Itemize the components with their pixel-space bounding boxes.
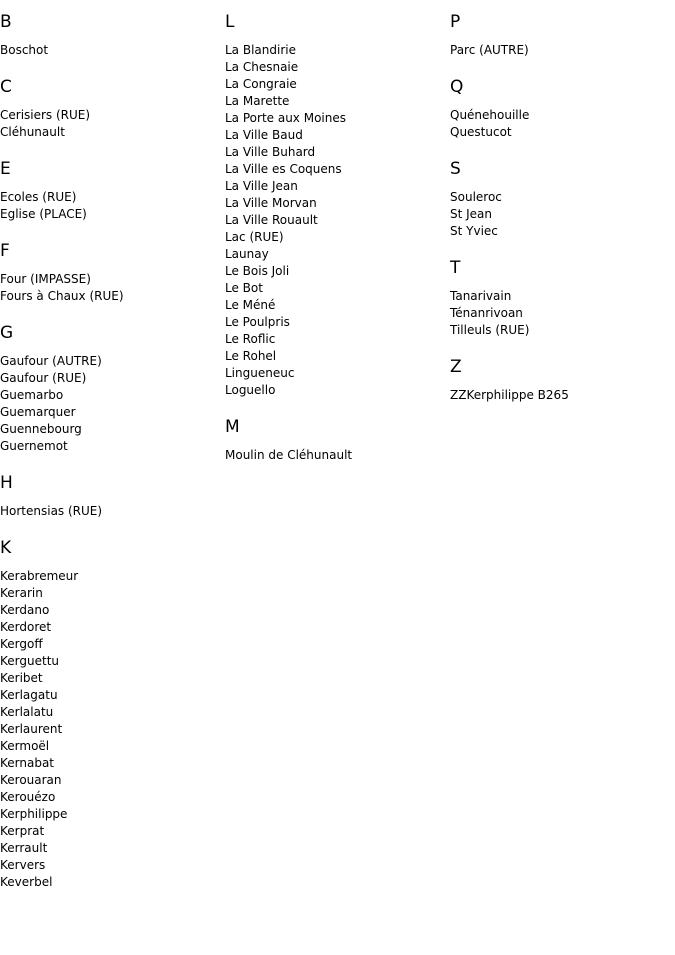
street-link-kerlaurent[interactable]: Kerlaurent xyxy=(0,722,63,736)
street-link-kergoff[interactable]: Kergoff xyxy=(0,637,43,651)
street-link-le-poulpris[interactable]: Le Poulpris xyxy=(225,315,290,329)
letter-group-g xyxy=(0,321,222,455)
street-link-la-congraie[interactable]: La Congraie xyxy=(225,77,297,91)
street-link-kerabremeur[interactable]: Kerabremeur xyxy=(0,569,79,583)
street-link-questucot[interactable]: Questucot xyxy=(450,125,512,139)
street-link-kerlalatu[interactable]: Kerlalatu xyxy=(0,705,54,719)
letter-heading-f: F xyxy=(0,241,10,261)
letter-group-l xyxy=(225,10,447,399)
street-link-boschot[interactable]: Boschot xyxy=(0,43,49,57)
letter-heading-b: B xyxy=(0,12,12,32)
street-list xyxy=(0,568,222,891)
letter-group-f xyxy=(0,239,222,305)
street-link-kerrault[interactable]: Kerrault xyxy=(0,841,48,855)
street-link-guemarquer[interactable]: Guemarquer xyxy=(0,405,76,419)
street-link-kerlagatu[interactable]: Kerlagatu xyxy=(0,688,58,702)
street-link-gaufour-autre[interactable]: Gaufour (AUTRE) xyxy=(0,354,102,368)
street-link-loguello[interactable]: Loguello xyxy=(225,383,276,397)
letter-group-z xyxy=(450,355,672,404)
street-link-kernabat[interactable]: Kernabat xyxy=(0,756,55,770)
street-link-kerdano[interactable]: Kerdano xyxy=(0,603,50,617)
street-link-kerarin[interactable]: Kerarin xyxy=(0,586,43,600)
letter-group-m xyxy=(225,415,447,464)
street-link-guennebourg[interactable]: Guennebourg xyxy=(0,422,82,436)
street-list xyxy=(450,387,672,404)
letter-group-s xyxy=(450,157,672,240)
street-link-eglise-place[interactable]: Eglise (PLACE) xyxy=(0,207,87,221)
letter-heading-t: T xyxy=(450,258,461,278)
street-link-lingueneuc[interactable]: Lingueneuc xyxy=(225,366,295,380)
street-link-cerisiers-rue[interactable]: Cerisiers (RUE) xyxy=(0,108,91,122)
street-link-gaufour-rue[interactable]: Gaufour (RUE) xyxy=(0,371,87,385)
letter-group-h xyxy=(0,471,222,520)
letter-heading-h: H xyxy=(0,473,13,493)
street-list xyxy=(0,503,222,520)
street-list xyxy=(450,288,672,339)
street-list xyxy=(0,107,222,141)
letter-heading-e: E xyxy=(0,159,11,179)
street-link-kermoel[interactable]: Kermoël xyxy=(0,739,50,753)
street-list xyxy=(225,42,447,399)
letter-heading-k: K xyxy=(0,538,12,558)
index-column-1 xyxy=(0,10,222,907)
street-link-le-roflic[interactable]: Le Roflic xyxy=(225,332,276,346)
street-link-zzkerphilippe-b265[interactable]: ZZKerphilippe B265 xyxy=(450,388,569,402)
street-link-st-yviec[interactable]: St Yviec xyxy=(450,224,498,238)
letter-group-t xyxy=(450,256,672,339)
letter-group-e xyxy=(0,157,222,223)
street-link-la-ville-es-coquens[interactable]: La Ville es Coquens xyxy=(225,162,342,176)
street-link-quenehouille[interactable]: Quénehouille xyxy=(450,108,530,122)
street-link-la-ville-baud[interactable]: La Ville Baud xyxy=(225,128,303,142)
letter-group-c xyxy=(0,75,222,141)
letter-heading-c: C xyxy=(0,77,12,97)
street-link-lac-rue[interactable]: Lac (RUE) xyxy=(225,230,284,244)
street-list xyxy=(0,42,222,59)
street-link-le-rohel[interactable]: Le Rohel xyxy=(225,349,277,363)
street-link-le-bot[interactable]: Le Bot xyxy=(225,281,263,295)
letter-group-b xyxy=(0,10,222,59)
street-link-guernemot[interactable]: Guernemot xyxy=(0,439,68,453)
street-link-clehunault[interactable]: Cléhunault xyxy=(0,125,65,139)
street-list xyxy=(450,42,672,59)
street-list xyxy=(0,189,222,223)
street-link-ecoles-rue[interactable]: Ecoles (RUE) xyxy=(0,190,77,204)
street-link-la-ville-jean[interactable]: La Ville Jean xyxy=(225,179,298,193)
street-link-la-ville-morvan[interactable]: La Ville Morvan xyxy=(225,196,317,210)
letter-group-p xyxy=(450,10,672,59)
street-link-kerphilippe[interactable]: Kerphilippe xyxy=(0,807,68,821)
index-column-3 xyxy=(450,10,672,420)
street-link-kerprat[interactable]: Kerprat xyxy=(0,824,45,838)
street-link-kerdoret[interactable]: Kerdoret xyxy=(0,620,52,634)
street-link-kerouezo[interactable]: Kerouézo xyxy=(0,790,56,804)
street-link-tenanrivoan[interactable]: Ténanrivoan xyxy=(450,306,523,320)
street-link-st-jean[interactable]: St Jean xyxy=(450,207,493,221)
index-column-2 xyxy=(225,10,447,480)
street-link-hortensias-rue[interactable]: Hortensias (RUE) xyxy=(0,504,103,518)
street-link-la-blandirie[interactable]: La Blandirie xyxy=(225,43,296,57)
street-link-keribet[interactable]: Keribet xyxy=(0,671,43,685)
street-list xyxy=(450,189,672,240)
street-link-la-ville-rouault[interactable]: La Ville Rouault xyxy=(225,213,318,227)
letter-group-q xyxy=(450,75,672,141)
street-link-la-chesnaie[interactable]: La Chesnaie xyxy=(225,60,299,74)
street-link-le-bois-joli[interactable]: Le Bois Joli xyxy=(225,264,290,278)
street-link-kerouaran[interactable]: Kerouaran xyxy=(0,773,62,787)
street-link-souleroc[interactable]: Souleroc xyxy=(450,190,502,204)
street-list xyxy=(0,271,222,305)
street-link-four-impasse[interactable]: Four (IMPASSE) xyxy=(0,272,91,286)
street-link-la-porte-aux-moines[interactable]: La Porte aux Moines xyxy=(225,111,346,125)
street-list xyxy=(0,353,222,455)
street-link-tanarivain[interactable]: Tanarivain xyxy=(450,289,512,303)
street-link-kerguettu[interactable]: Kerguettu xyxy=(0,654,59,668)
street-link-kervers[interactable]: Kervers xyxy=(0,858,46,872)
street-link-moulin-de-clehunault[interactable]: Moulin de Cléhunault xyxy=(225,448,353,462)
letter-group-k xyxy=(0,536,222,891)
letter-heading-s: S xyxy=(450,159,461,179)
letter-heading-g: G xyxy=(0,323,14,343)
street-link-fours-a-chaux-rue[interactable]: Fours à Chaux (RUE) xyxy=(0,289,124,303)
letter-heading-q: Q xyxy=(450,77,464,97)
letter-heading-l: L xyxy=(225,12,235,32)
street-link-launay[interactable]: Launay xyxy=(225,247,269,261)
street-link-guemarbo[interactable]: Guemarbo xyxy=(0,388,64,402)
street-link-la-marette[interactable]: La Marette xyxy=(225,94,290,108)
street-link-le-mene[interactable]: Le Méné xyxy=(225,298,276,312)
street-list xyxy=(450,107,672,141)
letter-heading-m: M xyxy=(225,417,240,437)
letter-heading-z: Z xyxy=(450,357,462,377)
letter-heading-p: P xyxy=(450,12,461,32)
street-link-keverbel[interactable]: Keverbel xyxy=(0,875,53,889)
street-list xyxy=(225,447,447,464)
street-link-tilleuls-rue[interactable]: Tilleuls (RUE) xyxy=(450,323,530,337)
street-link-parc-autre[interactable]: Parc (AUTRE) xyxy=(450,43,529,57)
street-link-la-ville-buhard[interactable]: La Ville Buhard xyxy=(225,145,316,159)
